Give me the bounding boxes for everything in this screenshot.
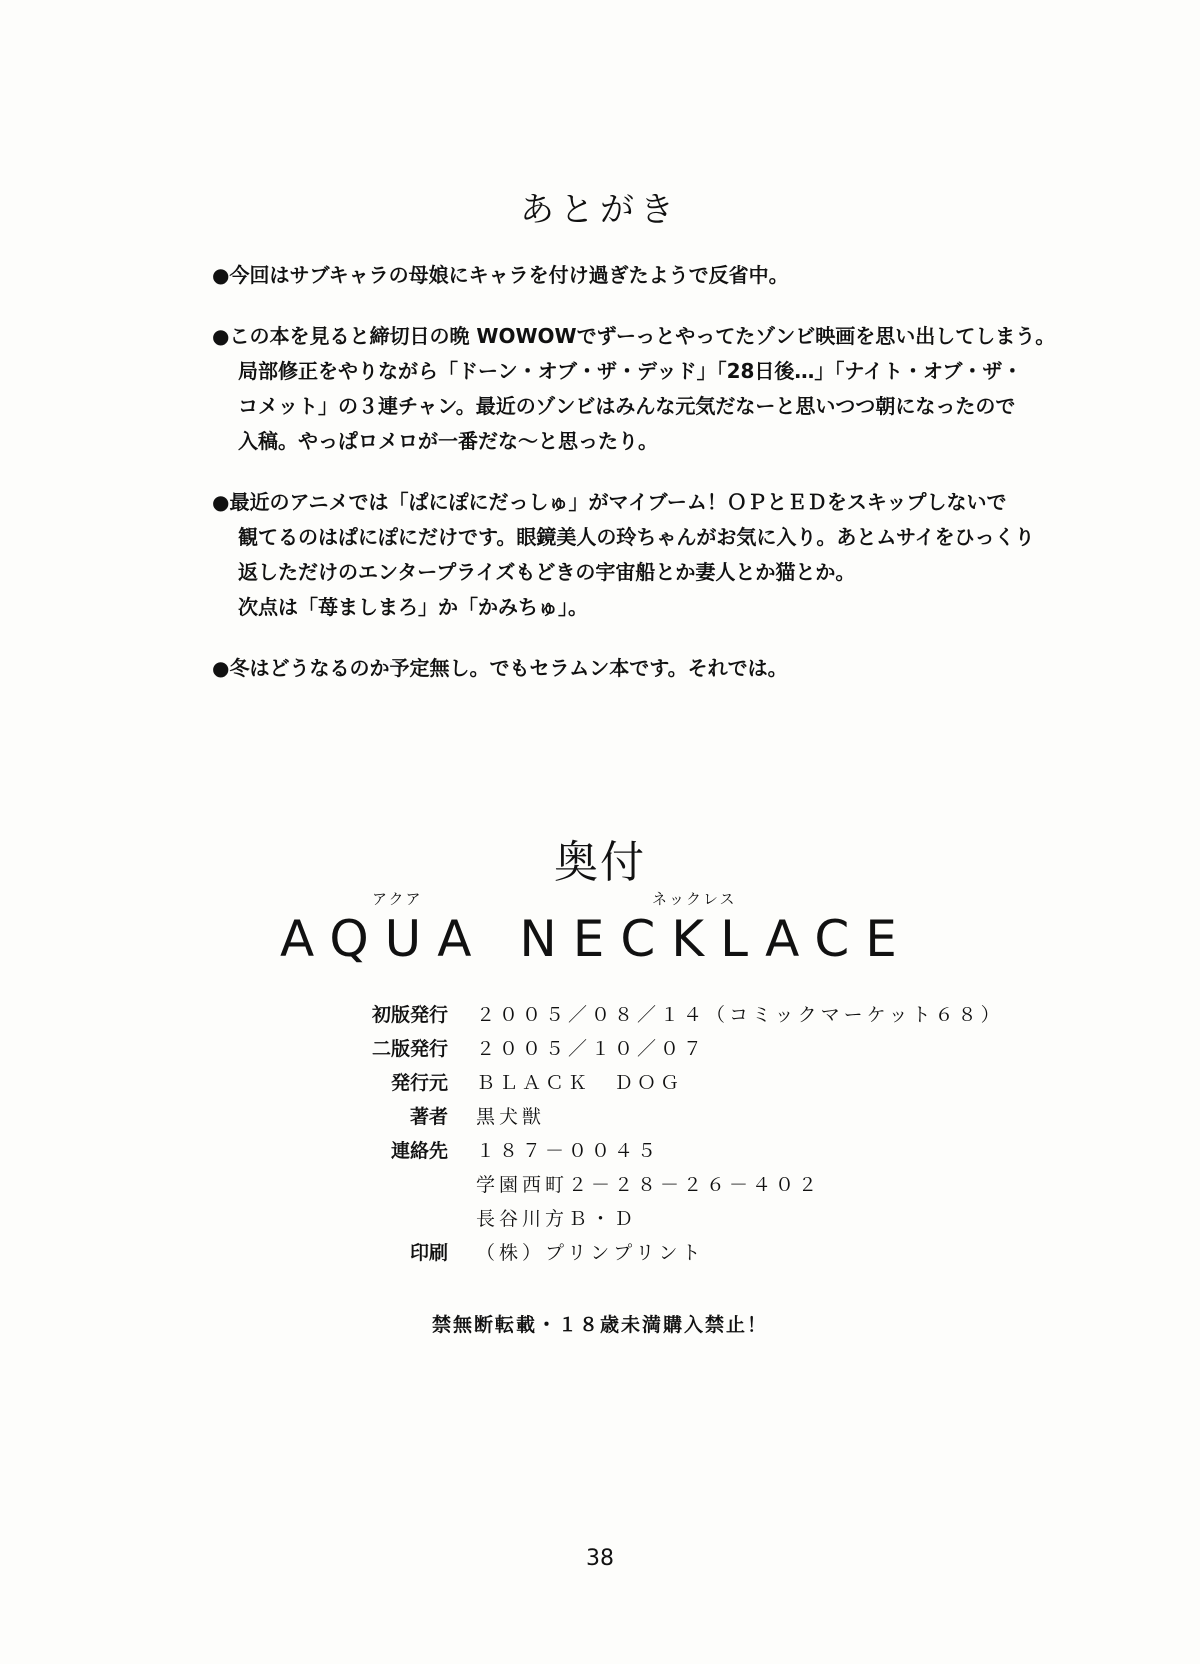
afterword-paragraph (212, 319, 1112, 459)
info-value: 学園西町２－２８－２６－４０２ (476, 1173, 822, 1196)
afterword-paragraph (212, 485, 1112, 625)
info-value: １８７－００４５ (476, 1139, 661, 1162)
text-line: ●今回はサブキャラの母娘にキャラを付け過ぎたようで反省中。 (212, 263, 789, 287)
title-ruby (0, 888, 1200, 908)
afterword-paragraph (212, 258, 1112, 293)
text-line: ●最近のアニメでは「ぱにぽにだっしゅ」がマイブーム！ＯＰとＥＤをスキップしないで (212, 490, 1007, 514)
text-line: 局部修正をやりながら「ドーン・オブ・ザ・デッド」「28日後…」「ナイト・オブ・ザ・ (238, 359, 1023, 383)
info-row (330, 1132, 1004, 1166)
info-row (330, 1200, 1004, 1234)
text-line: 観てるのはぱにぽにだけです。眼鏡美人の玲ちゃんがお気に入り。あとムサイをひっくり (238, 525, 1035, 549)
info-row (330, 1030, 1004, 1064)
ruby-aqua: アクア (372, 890, 423, 908)
text-line: ●この本を見ると締切日の晩 WOWOWでずーっとやってたゾンビ映画を思い出してしまう。 (212, 324, 1056, 348)
text-line: ●冬はどうなるのか予定無し。でもセラムン本です。それでは。 (212, 656, 788, 680)
text-line: 入稿。やっぱロメロが一番だな～と思ったり。 (238, 429, 658, 453)
reprint-notice: 禁無断転載・１８歳未満購入禁止！ (431, 1314, 768, 1336)
info-row (330, 1098, 1004, 1132)
info-value: ＢＬＡＣＫ ＤＯＧ (476, 1071, 684, 1094)
info-value: （株）プリンプリント (476, 1241, 705, 1264)
info-label: 著者 (409, 1105, 448, 1128)
info-label: 初版発行 (371, 1003, 448, 1026)
colophon-title: 奥付 (554, 837, 646, 888)
info-label: 連絡先 (390, 1139, 448, 1162)
info-value: 黒犬獣 (476, 1105, 546, 1128)
afterword-body (212, 258, 1112, 712)
info-row (330, 1234, 1004, 1268)
book-title: AQUA NECKLACE (280, 910, 913, 968)
text-line: 返しただけのエンタープライズもどきの宇宙船とか妻人とか猫とか。 (238, 560, 856, 584)
afterword-paragraph (212, 651, 1112, 686)
info-value: ２００５／１０／０７ (476, 1037, 707, 1060)
info-row (330, 1064, 1004, 1098)
page-number: 38 (586, 1546, 614, 1571)
info-value: 長谷川方Ｂ・Ｄ (476, 1207, 638, 1230)
text-line: 次点は「苺ましまろ」か「かみちゅ」。 (238, 595, 588, 619)
info-label: 印刷 (409, 1241, 448, 1264)
info-row (330, 996, 1004, 1030)
info-value: ２００５／０８／１４（コミックマーケット６８） (476, 1003, 1004, 1026)
info-label: 発行元 (390, 1071, 448, 1094)
info-row (330, 1166, 1004, 1200)
info-label: 二版発行 (371, 1037, 448, 1060)
text-line: コメット」の３連チャン。最近のゾンビはみんな元気だなーと思いつつ朝になったので (238, 394, 1016, 418)
afterword-title: あとがき (520, 190, 680, 230)
ruby-necklace: ネックレス (652, 890, 737, 908)
colophon-info-table (330, 996, 1004, 1268)
